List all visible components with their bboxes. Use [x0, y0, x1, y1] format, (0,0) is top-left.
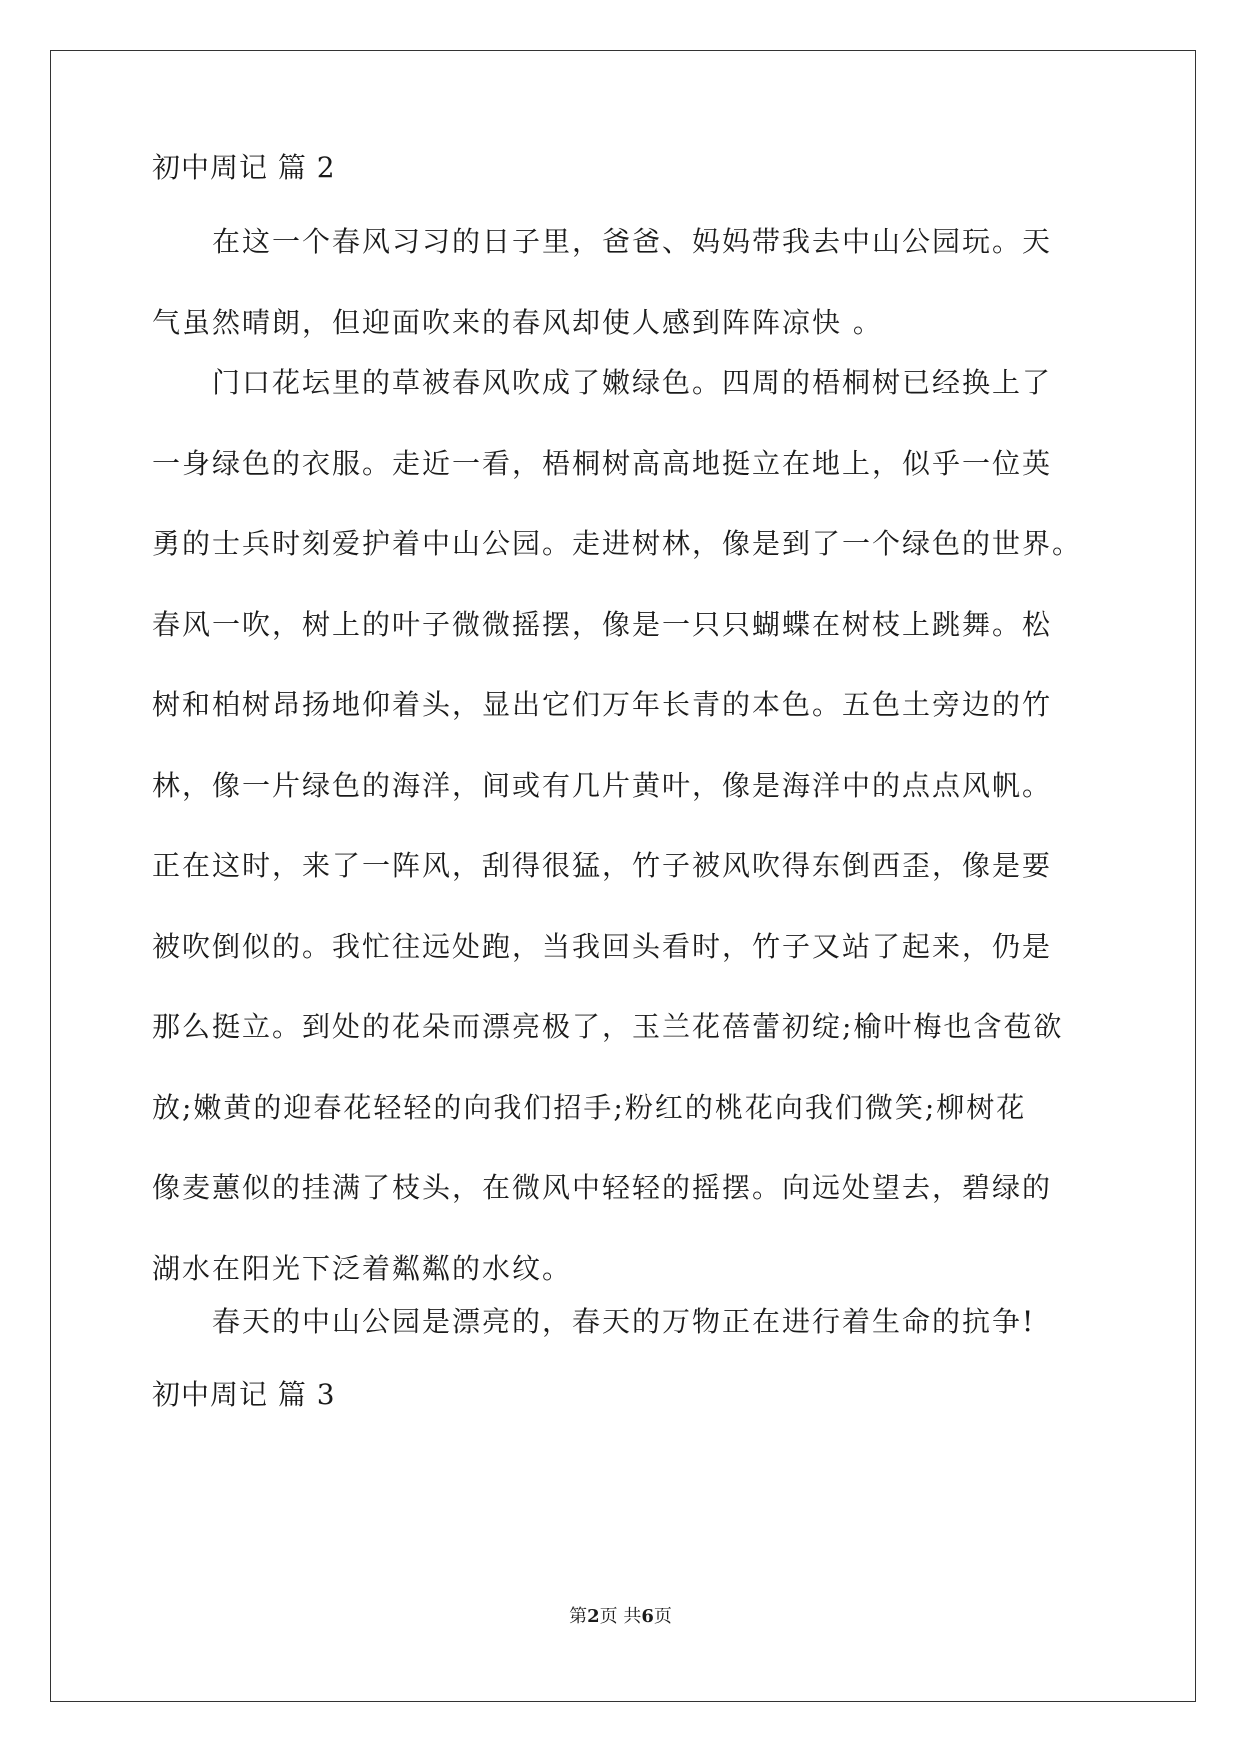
paragraph-line: 像麦蕙似的挂满了枝头，在微风中轻轻的摇摆。向远处望去，碧绿的	[152, 1171, 1053, 1204]
paragraph-line: 被吹倒似的。我忙往远处跑，当我回头看时，竹子又站了起来，仍是	[152, 929, 1053, 963]
paragraph-line: 气虽然晴朗，但迎面吹来的春风却使人感到阵阵凉快 。	[152, 305, 883, 339]
section-heading-2: 初中周记 篇 2	[152, 151, 336, 184]
paragraph-line: 春风一吹，树上的叶子微微摇摆，像是一只只蝴蝶在树枝上跳舞。松	[152, 607, 1053, 641]
paragraph-line: 那么挺立。到处的花朵而漂亮极了，玉兰花蓓蕾初绽;榆叶梅也含苞欲	[152, 1010, 1064, 1043]
paragraph-1	[152, 202, 1092, 363]
paragraph-line: 放;嫩黄的迎春花轻轻的向我们招手;粉红的桃花向我们微笑;柳树花	[152, 1090, 1027, 1124]
paragraph-line: 正在这时，来了一阵风，刮得很猛，竹子被风吹得东倒西歪，像是要	[152, 849, 1053, 882]
paragraph-line: 一身绿色的衣服。走近一看，梧桐树高高地挺立在地上，似乎一位英	[152, 446, 1053, 480]
section-heading-3: 初中周记 篇 3	[152, 1378, 336, 1411]
page-mid: 页 共	[599, 1606, 642, 1627]
paragraph-line: 树和柏树昂扬地仰着头，显出它们万年长青的本色。五色土旁边的竹	[152, 688, 1053, 721]
paragraph-line: 在这一个春风习习的日子里，爸爸、妈妈带我去中山公园玩。天	[212, 225, 1053, 258]
page-current: 2	[587, 1606, 600, 1627]
paragraph-line: 湖水在阳光下泛着粼粼的水纹。	[152, 1251, 573, 1285]
paragraph-line: 门口花坛里的草被春风吹成了嫩绿色。四周的梧桐树已经换上了	[212, 366, 1053, 399]
paragraph-line: 林，像一片绿色的海洋，间或有几片黄叶，像是海洋中的点点风帆。	[152, 768, 1053, 802]
page-prefix: 第	[569, 1606, 588, 1627]
page-footer	[0, 1605, 1241, 1629]
page-suffix: 页	[653, 1606, 672, 1627]
paragraph-3	[152, 1282, 1092, 1363]
paragraph-2	[152, 343, 1092, 1309]
paragraph-line: 勇的士兵时刻爱护着中山公园。走进树林，像是到了一个绿色的世界。	[152, 527, 1083, 560]
paragraph-line: 春天的中山公园是漂亮的，春天的万物正在进行着生命的抗争!	[212, 1305, 1036, 1338]
page-total: 6	[641, 1606, 654, 1627]
